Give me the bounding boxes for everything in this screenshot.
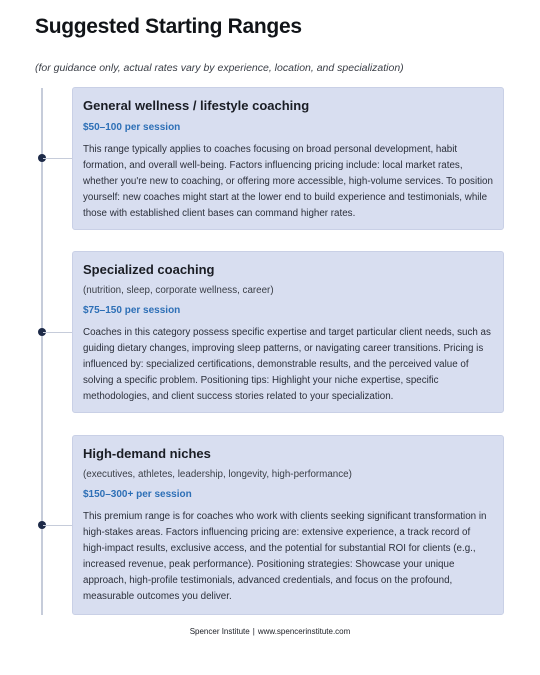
card-examples: (nutrition, sleep, corporate wellness, career) (83, 285, 274, 296)
card-price: $50–100 per session (83, 122, 181, 133)
card-examples: (executives, athletes, leadership, longevity, high-performance) (83, 469, 352, 480)
pricing-card-general-wellness (72, 87, 504, 230)
footer-separator: | (252, 627, 255, 636)
footer-website-link[interactable]: www.spencerinstitute.com (257, 627, 351, 636)
timeline-connector (43, 332, 72, 333)
footer-organization: Spencer Institute (189, 627, 250, 636)
card-price: $150–300+ per session (83, 489, 192, 500)
timeline-connector (43, 158, 72, 159)
timeline-connector (43, 525, 72, 526)
card-title: High-demand niches (83, 446, 211, 461)
pricing-card-specialized (72, 251, 504, 413)
card-description: Coaches in this category possess specific expertise and target particular client needs, such as guiding dietary changes, improving sleep patterns, or navigating career transitions. Pricing is influenced by: specialized certifications, demonstrable results, and the perceived value of solving a specific problem. Positioning tips: Highlight your niche expertise, specific methodologies, and client success stories related to your specialization. (83, 327, 491, 402)
card-description: This premium range is for coaches who work with clients seeking significant transformation in high-stakes areas. Factors influencing pricing are: extensive experience, a track record of high-impact results, exclusive access, and the potential for substantial ROI for clients (e.g., increased revenue, peak performance). Positioning strategies: Showcase your unique approach, high-profile testimonials, advanced credentials, and focus on the profound, measurable outcomes you deliver. (83, 511, 487, 602)
page-footer (0, 627, 540, 636)
card-title: General wellness / lifestyle coaching (83, 98, 310, 113)
card-title: Specialized coaching (83, 262, 215, 277)
card-price: $75–150 per session (83, 305, 181, 316)
timeline-line (41, 88, 43, 615)
page-subtitle: (for guidance only, actual rates vary by experience, location, and specialization) (35, 62, 404, 74)
card-description: This range typically applies to coaches focusing on broad personal development, habit formation, and overall well-being. Factors influencing pricing include: local market rates, whether you're new to coaching, or offering more accessible, high-volume services. To position yourself: new coaches might start at the lower end to build experience and testimonials, while those with established client bases can command higher rates. (83, 144, 493, 219)
page-title: Suggested Starting Ranges (35, 15, 302, 38)
pricing-card-high-demand (72, 435, 504, 615)
